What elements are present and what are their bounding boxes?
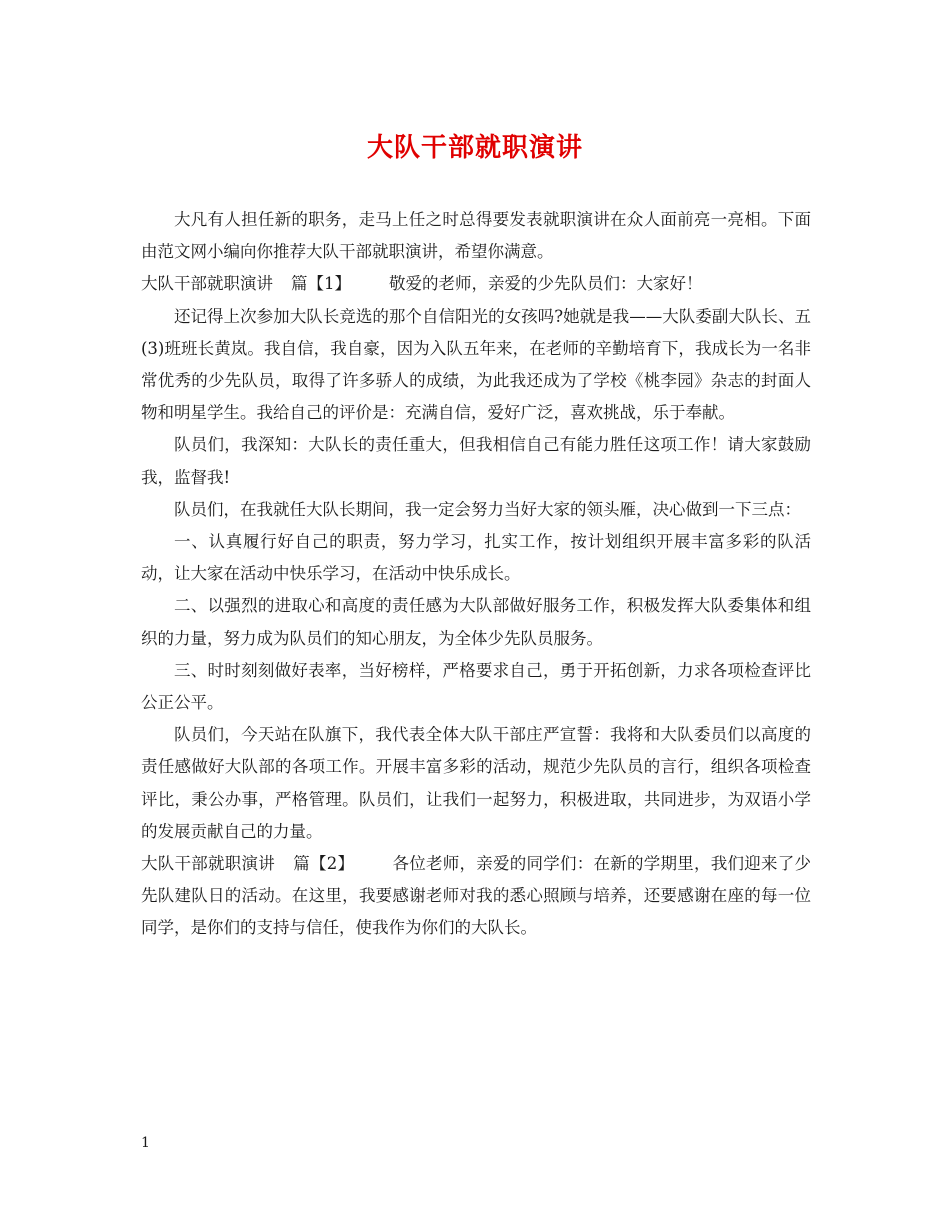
page-number: 1: [141, 1135, 150, 1151]
body-paragraph: 队员们，我深知：大队长的责任重大，但我相信自己有能力胜任这项工作！请大家鼓励我，监督我!: [141, 435, 811, 487]
body-paragraph: 二、以强烈的进取心和高度的责任感为大队部做好服务工作，积极发挥大队委集体和组织的力量，努力成为队员们的知心朋友，为全体少先队员服务。: [141, 596, 811, 648]
document-body: [141, 204, 811, 945]
body-paragraph: 还记得上次参加大队长竞选的那个自信阳光的女孩吗?她就是我——大队委副大队长、五(3)班班长黄岚。我自信，我自豪，因为入队五年来，在老师的辛勤培育下，我成长为一名非常优秀的少先队员，取得了许多骄人的成绩，为此我还成为了学校《桃李园》杂志的封面人物和明星学生。我给自己的评价是：充满自信，爱好广泛，喜欢挑战，乐于奉献。: [141, 306, 811, 423]
body-paragraph: 一、认真履行好自己的职责，努力学习，扎实工作，按计划组织开展丰富多彩的队活动，让大家在活动中快乐学习，在活动中快乐成长。: [141, 532, 811, 584]
section-1-label: 篇【1】: [291, 274, 351, 294]
section-2-label: 篇【2】: [293, 854, 355, 874]
section-1-greeting: 敬爱的老师，亲爱的少先队员们：大家好！: [389, 274, 703, 294]
body-paragraph: 队员们，今天站在队旗下，我代表全体大队干部庄严宣誓：我将和大队委员们以高度的责任感做好大队部的各项工作。开展丰富多彩的活动，规范少先队员的言行，组织各项检查评比，秉公办事，严格管理。队员们，让我们一起努力，积极进取，共同进步，为双语小学的发展贡献自己的力量。: [141, 725, 811, 841]
intro-paragraph: 大凡有人担任新的职务，走马上任之时总得要发表就职演讲在众人面前亮一亮相。下面由范文网小编向你推荐大队干部就职演讲，希望你满意。: [141, 210, 811, 262]
section-1-heading: 大队干部就职演讲: [141, 274, 273, 294]
section-1-header: [141, 268, 811, 300]
body-paragraph: 三、时时刻刻做好表率，当好榜样，严格要求自己，勇于开拓创新，力求各项检查评比公正公平。: [141, 660, 811, 713]
document-title: 大队干部就职演讲: [366, 133, 583, 163]
section-2-text: 各位老师，亲爱的同学们：在新的学期里，我们迎来了少先队建队日的活动。在这里，我要感谢老师对我的悉心照顾与培养，还要感谢在座的每一位同学，是你们的支持与信任，使我作为你们的大队长。: [141, 854, 811, 938]
body-paragraph: 队员们，在我就任大队长期间，我一定会努力当好大家的领头雁，决心做到一下三点：: [174, 499, 801, 519]
section-2-paragraph: [141, 848, 811, 945]
section-2-heading: 大队干部就职演讲: [141, 854, 275, 874]
